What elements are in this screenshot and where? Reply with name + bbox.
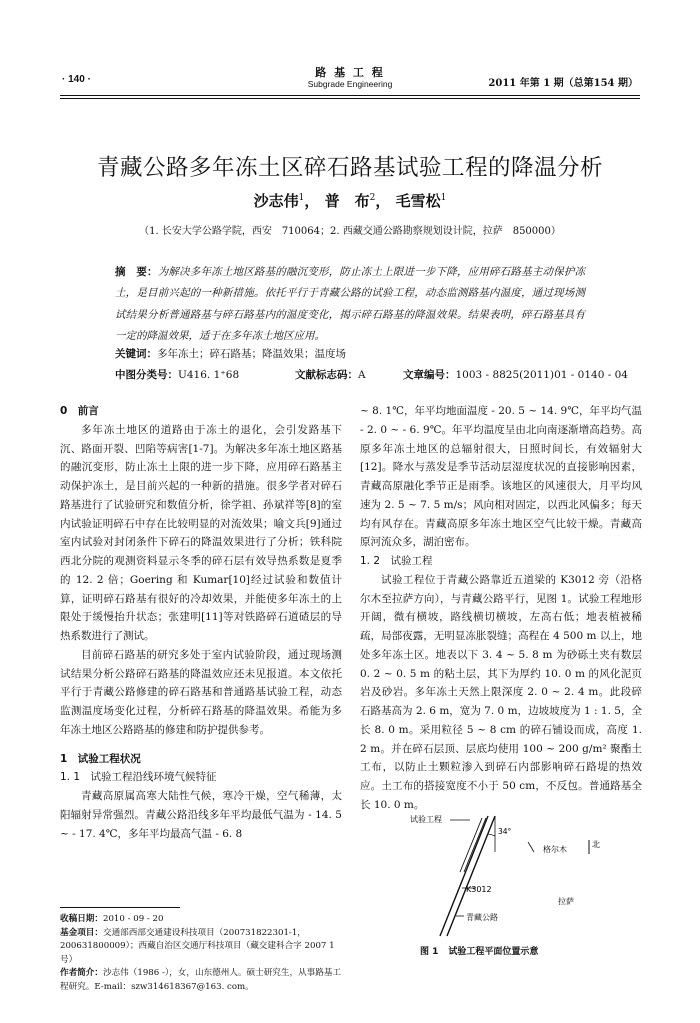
figure-label-test: 试验工程	[410, 815, 442, 824]
footnote-rule	[60, 907, 180, 908]
author-name: 普 布	[324, 192, 370, 210]
subsection-heading: 1. 1 试验工程沿线环境气候特征	[60, 771, 217, 784]
figure-label-k3012: K3012	[466, 885, 492, 894]
author-name: 沙志伟	[253, 192, 299, 210]
fund-label: 基金项目：	[60, 927, 103, 938]
section-heading: 0 前言	[60, 405, 99, 417]
figure-label-road: 青藏公路	[466, 913, 498, 922]
author-bio-text: 沙志伟（1986 -），女，山东德州人。硕士研究生，从事路基工程研究。E-mail：szw314618367@163. com。	[60, 968, 342, 992]
figure-caption-number: 图 1	[420, 947, 439, 957]
north-arrow-icon	[528, 842, 534, 852]
abstract	[115, 262, 585, 347]
affiliations: （1. 长安大学公路学院，西安 710064；2. 西藏交通公路勘察规划设计院，拉萨 850000）	[139, 226, 561, 237]
doc-code-value: A	[358, 369, 366, 381]
figure-label-lhasa: 拉萨	[558, 897, 574, 906]
paragraph: 试验工程位于青藏公路靠近五道梁的 K3012 旁（沿格尔木至拉萨方向），与青藏公路平行，见图 1。试验工程地形开阔，微有横坡，路线横切横坡，左高右低；地表植被稀疏，局部夜露，无明显冻胀裂缝；高程在 4 500 m 以上，地处多年冻土区。地表以下 3. 4 ~ 5. 8 m 为砂砾土夹有数层 0. 2 ~ 0. 5 m 的粘土层，其下为厚约 10. 0 m 的风化泥页岩及砂岩。多年冻土天然上限深度 2. 0 ~ 2. 4 m。此段碎石路基高为 2. 6 m，宽为 7. 0 m，边坡坡度为 1 : 1. 5，全长 8. 0 m。采用粒径 5 ~ 8 cm 的碎石铺设而成，高度 1. 2 m。并在碎石层顶、层底均使用 100 ~ 200 g/m² 聚酯土工布，以防止土颗粒渗入到碎石内部影响碎石路堤的热效应。土工布的搭接宽度不小于 50 cm，不反包。普通路基全长 10. 0 m。	[360, 573, 642, 811]
abstract-text: 为解决多年冻土地区路基的融沉变形，防止冻土上限进一步下降，应用碎石路基主动保护冻土，是目前兴起的一种新措施。依托平行于青藏公路的试验工程，动态监测路基内温度，通过现场测试结果分析普通路基与碎石路基内的温度变化，揭示碎石路基的降温效果。结果表明，碎石路基具有一定的降温效果，适于在多年冻土地区应用。	[115, 266, 586, 342]
test-section-line	[460, 818, 482, 872]
paragraph: 多年冻土地区的道路由于冻土的退化，会引发路基下沉、路面开裂、凹陷等病害[1-7]。为解决多年冻土地区路基的融沉变形，防止冻土上限的进一步下降，应用碎石路基主动保护冻土，是目前兴起的一种新的措施。很多学者对碎石路基进行了试验研究和数值分析，徐学祖、孙斌祥等[8]的室内试验证明碎石中存在比较明显的对流效果；喻文兵[9]通过室内试验对封闭条件下碎石的降温效果进行了分析；铁科院西北分院的观测资料显示冬季的碎石层有效导热系数是夏季的 12. 2 倍；Goering 和 Kumar[10]经过试验和数值计算，证明碎石路基有很好的冷却效果，并能使多年冻土的上限处于缓慢抬升状态；张建明[11]等对铁路碎石道碴层的导热系数进行了测试。	[60, 423, 342, 642]
figure-caption-text: 试验工程平面位置示意	[448, 947, 539, 957]
author-list: 沙志伟$^1$， 普 布$^2$， 毛雪松$^1$	[253, 192, 447, 210]
right-column	[360, 402, 642, 815]
subsection-heading: 1. 2 试验工程	[360, 555, 433, 567]
article-no-value: 1003 - 8825(2011)01 - 0140 - 04	[455, 369, 628, 381]
clc-label: 中图分类号：	[115, 369, 178, 381]
abstract-label: 摘 要：	[115, 266, 158, 278]
left-column	[60, 402, 342, 843]
keywords-text: 多年冻土；碎石路基；降温效果；温度场	[157, 348, 346, 360]
angle-arc	[488, 834, 495, 836]
author-affil-mark: 2	[369, 193, 376, 203]
author-affil-mark: 1	[440, 193, 447, 203]
page-number: · 140 ·	[62, 74, 91, 85]
figure-label-angle: 34°	[498, 827, 512, 836]
figure-label-north: 北	[592, 840, 600, 849]
figure-caption	[420, 944, 630, 957]
fund-text: 交通部西部交通建设科技项目（200731822301-1，200631800009）；西藏自治区交通厅科技项目（藏交建科合字 2007 1 号）	[60, 927, 335, 965]
author-affil-mark: 1	[298, 193, 305, 203]
clc-value: U416. 1⁺68	[178, 369, 240, 381]
paragraph: 青藏高原属高寒大陆性气候，寒冷干燥，空气稀薄，太阳辐射异常强烈。青藏公路沿线多年平均最低气温为 - 14. 5 ~ - 17. 4℃，多年平均最高气温 - 6. 8	[60, 790, 342, 840]
classification-line	[115, 367, 628, 382]
journal-name-en: Subgrade Engineering	[307, 79, 393, 89]
header-rule-thick	[60, 95, 640, 96]
paragraph: ~ 8. 1℃，年平均地面温度 - 20. 5 ~ 14. 9℃，年平均气温 - 2. 0 ~ - 6. 9℃。年平均温度呈由北向南逐渐增高趋势。高原多年冻土地区的总辐射很大，日照时间长，有效辐射大[12]。降水与蒸发是季节活动层湿度状况的直接影响因素，青藏高原融化季节正是雨季。该地区的风速很大，月平均风速为 2. 5 ~ 7. 5 m/s；风向相对固定，以西北风偏多；每天均有风存在。青藏高原多年冻土地区空气比较干燥。青藏高原河流众多，湖泊密布。	[360, 405, 642, 549]
figure-label-golmud: 格尔木	[543, 845, 567, 854]
keywords-label: 关键词：	[115, 348, 157, 360]
paper-title: 青藏公路多年冻土区碎石路基试验工程的降温分析	[96, 155, 603, 181]
received-date: 2010 - 09 - 20	[102, 914, 164, 924]
site-location-figure	[400, 812, 630, 940]
journal-name-cn: 路 基 工 程	[315, 66, 385, 79]
received-label: 收稿日期：	[60, 914, 103, 924]
author-name: 毛雪松	[395, 192, 441, 210]
keywords	[115, 346, 346, 361]
paragraph: 目前碎石路基的研究多处于室内试验阶段，通过现场测试结果分析公路碎石路基的降温效应还未见报道。本文依托平行于青藏公路修建的碎石路基和普通路基试验工程，动态监测温度场变化过程，分析碎石路基的降温效果。希能为多年冻土地区公路路基的修建和防护提供参考。	[60, 648, 342, 736]
author-bio-label: 作者简介：	[60, 968, 103, 978]
footnotes	[60, 913, 342, 994]
header-rule-thin	[60, 98, 640, 99]
issue-info: 2011 年第 1 期（总第154 期）	[488, 78, 638, 89]
doc-code-label: 文献标志码：	[295, 369, 358, 381]
section-heading: 1 试验工程状况	[60, 752, 141, 765]
article-no-label: 文章编号：	[403, 369, 456, 381]
